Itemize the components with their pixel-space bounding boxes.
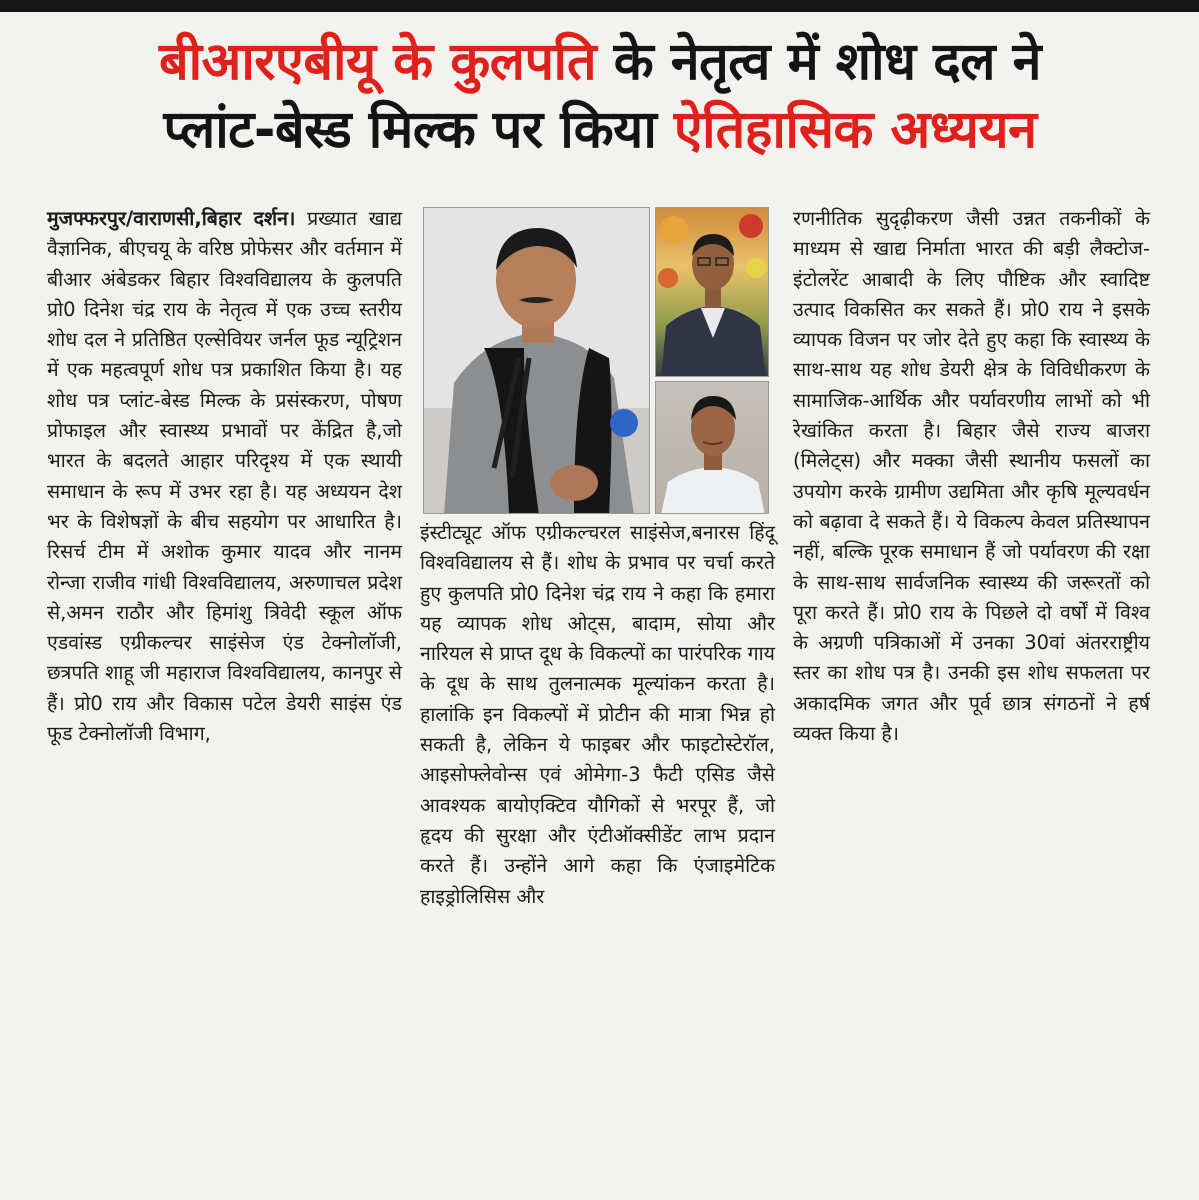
column-2-text: इंस्टीट्यूट ऑफ एग्रीकल्चरल साइंसेज,बनारस हिंदू विश्वविद्यालय से हैं। शोध के प्रभाव पर चर्चा करते हुए कुलपति प्रो0 दिनेश चंद्र राय ने कहा कि हमारा यह व्यापक शोध ओट्स, बादाम, सोया और नारियल से प्राप्त दूध के विकल्पों का पारंपरिक गाय के दूध के साथ तुलनात्मक मूल्यांकन करता है। हालांकि इन विकल्पों में प्रोटीन की मात्रा भिन्न हो सकती है, लेकिन ये फाइबर और फाइटोस्टेरॉल, आइसोफ्लेवोन्स एवं ओमेगा-3 फैटी एसिड जैसे आवश्यक बायोएक्टिव यौगिकों से भरपूर हैं, जो हृदय की सुरक्षा और एंटीऑक्सीडेंट लाभ प्रदान करते हैं। उन्होंने आगे कहा कि एंजाइमेटिक हाइड्रोलिसिस और: [420, 521, 775, 908]
column-3-text: रणनीतिक सुदृढ़ीकरण जैसी उन्नत तकनीकों के माध्यम से खाद्य निर्माता भारत की बड़ी लैक्टोज-इंटोलरेंट आबादी के लिए पौष्टिक और स्वादिष्ट उत्पाद विकसित कर सकते हैं। प्रो0 राय ने इसके व्यापक विजन पर जोर देते हुए कहा कि स्वास्थ्य के साथ-साथ यह शोध डेयरी क्षेत्र के विविधीकरण के सामाजिक-आर्थिक और पर्यावरणीय लाभों को भी रेखांकित करता है। बिहार जैसे राज्य बाजरा (मिलेट्स) और मक्का जैसी स्थानीय फसलों का उपयोग करके ग्रामीण उद्यमिता और कृषि मूल्यवर्धन को बढ़ावा दे सकते हैं। ये विकल्प केवल प्रतिस्थापन नहीं, बल्कि पूरक समाधान हैं जो पर्यावरण की रक्षा के साथ-साथ सार्वजनिक स्वास्थ्य की जरूरतों को पूरा करते हैं। प्रो0 राय के पिछले दो वर्षों में विश्व के अग्रणी पत्रिकाओं में उनका 30वां अंतरराष्ट्रीय स्तर का शोध पत्र है। उनकी इस शोध सफलता पर अकादमिक जगत और पूर्व छात्र संगठनों ने हर्ष व्यक्त किया है।: [793, 207, 1150, 746]
researcher-portrait-bottom: [655, 381, 769, 514]
article-column-2: [420, 518, 775, 1190]
researcher-portrait-top: [655, 207, 769, 377]
headline-line-2: [30, 96, 1170, 164]
column-1-text: प्रख्यात खाद्य वैज्ञानिक, बीएचयू के वरिष्ठ प्रोफेसर और वर्तमान में बीआर अंबेडकर बिहार विश्वविद्यालय के कुलपति प्रो0 दिनेश चंद्र राय के नेतृत्व में एक उच्च स्तरीय शोध दल ने प्रतिष्ठित एल्सेवियर जर्नल फूड न्यूट्रिशन में एक महत्वपूर्ण शोध पत्र प्रकाशित किया है। यह शोध पत्र प्लांट-बेस्ड मिल्क के प्रसंस्करण, पोषण प्रोफाइल और स्वास्थ्य प्रभावों पर केंद्रित है,जो भारत के बदलते आहार परिदृश्य में एक स्थायी समाधान के रूप में उभर रहा है। यह अध्ययन देश भर के विशेषज्ञों के बीच सहयोग पर आधारित है। रिसर्च टीम में अशोक कुमार यादव और नानम रोन्जा राजीव गांधी विश्वविद्यालय, अरुणाचल प्रदेश से,अमन राठौर और हिमांशु त्रिवेदी स्कूल ऑफ एडवांस्ड एग्रीकल्चर साइंसेज एंड टेक्नोलॉजी, छत्रपति शाहू जी महाराज विश्वविद्यालय, कानपुर से हैं। प्रो0 राय और विकास पटेल डेयरी साइंस एंड फूड टेक्नोलॉजी विभाग,: [47, 207, 403, 746]
headline-text-2: प्लांट-बेस्ड मिल्क पर किया: [163, 100, 674, 160]
dateline: मुजफ्फरपुर/वाराणसी,बिहार दर्शन।: [47, 207, 296, 230]
article-column-3: [793, 204, 1150, 1189]
article-column-1: [47, 204, 402, 1189]
headline-text-1: के नेतृत्व में शोध दल ने: [596, 32, 1042, 92]
headline: [30, 28, 1170, 164]
headline-line-1: [30, 28, 1170, 96]
headline-highlight-1: बीआरएबीयू के कुलपति: [158, 32, 597, 92]
vice-chancellor-speaking-photo: [423, 207, 650, 514]
top-border-bar: [0, 0, 1199, 12]
headline-highlight-2: ऐतिहासिक अध्ययन: [673, 100, 1037, 160]
